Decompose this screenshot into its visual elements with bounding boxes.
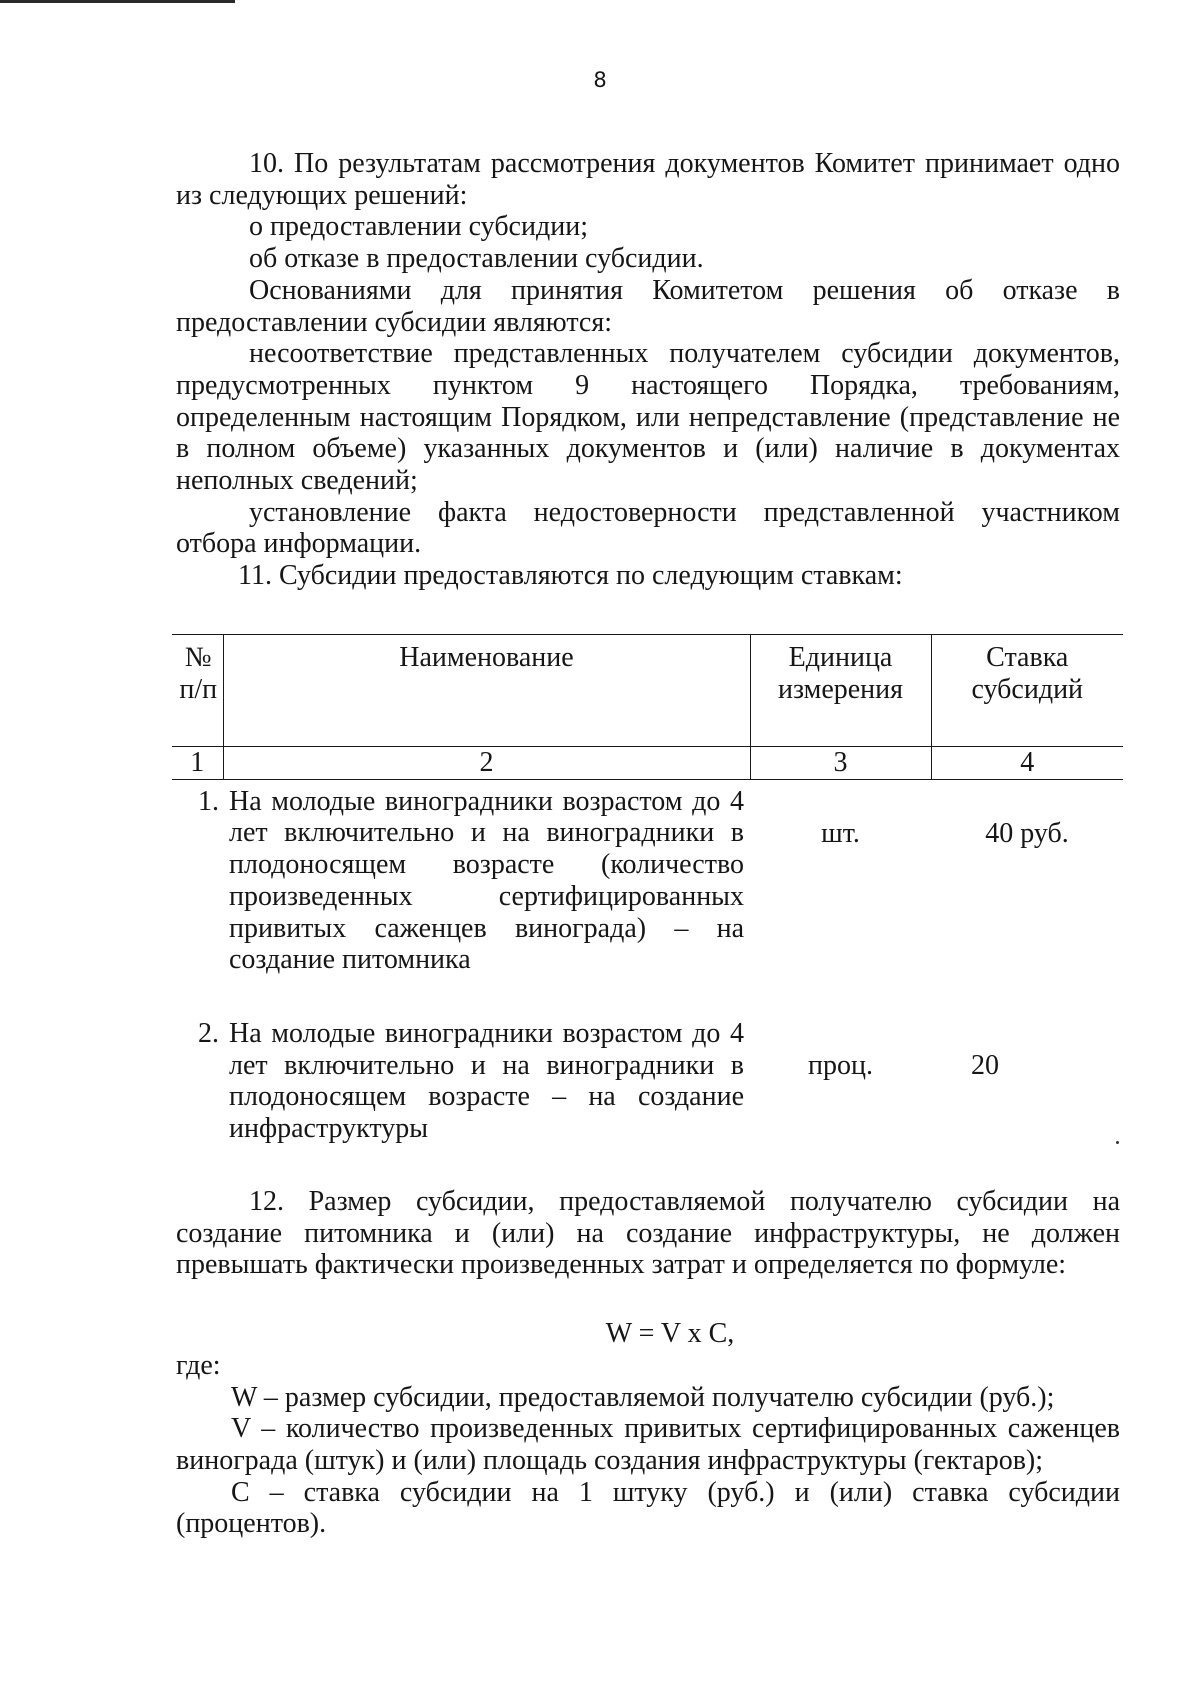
stray-dot-mark [1116, 1141, 1119, 1144]
table-column-index-row [172, 747, 1123, 780]
definition-c: C – ставка субсидии на 1 штуку (руб.) и (или) ставка субсидии (процентов). [176, 1476, 1120, 1540]
header-unit-line2: измерения [777, 673, 904, 705]
row-rate-cell [931, 1014, 1123, 1145]
page-number: 8 [593, 68, 607, 92]
body-text-bottom [176, 1186, 1120, 1540]
decision-option-grant: о предоставлении субсидии; [249, 211, 588, 243]
definition-w: W – размер субсидии, предоставляемой получателю субсидии (руб.); [231, 1381, 1055, 1413]
header-unit [750, 635, 931, 747]
table-header-row [172, 635, 1123, 747]
row-rate: 40 руб. [985, 817, 1069, 849]
column-index-4: 4 [931, 747, 1123, 780]
row-unit: проц. [808, 1049, 873, 1081]
paragraph-11: 11. Субсидии предоставляются по следующим ставкам: [238, 560, 903, 592]
row-unit-cell [750, 1014, 931, 1145]
paragraph-12: 12. Размер субсидии, предоставляемой получателю субсидии на создание питомника и (или) на создание инфраструктуры, не должен превышать фактически произведенных затрат и определяется по формуле: [176, 1186, 1120, 1281]
refusal-ground-2: установление факта недостоверности представленной участником отбора информации. [176, 496, 1120, 560]
scan-edge-mark [0, 0, 235, 3]
subsidy-rates-table [172, 634, 1123, 1145]
header-rate-line2: субсидий [971, 673, 1084, 705]
body-text-top [176, 148, 1120, 592]
formula-where-label: где: [176, 1349, 221, 1381]
column-index-1: 1 [172, 747, 223, 780]
row-rate: 20 [971, 1049, 999, 1081]
column-index-2: 2 [223, 747, 750, 780]
row-name: На молодые виноградники возрастом до 4 лет включительно и на виноградники в плодоносящем возрасте (количество произведенных сертифицированных привитых саженцев винограда) – на создание питомника [229, 785, 744, 976]
header-number-line1: № [184, 642, 212, 673]
header-name: Наименование [223, 635, 750, 747]
table-row [172, 1014, 1123, 1145]
refusal-ground-1: несоответствие представленных получателем субсидии документов, предусмотренных пунктом 9 настоящего Порядка, требованиям, определенным настоящим Порядком, или непредставление (представление не в полном объеме) указанных документов и (или) наличие в документах неполных сведений; [176, 338, 1120, 497]
row-name: На молодые виноградники возрастом до 4 лет включительно и на виноградники в плодоносящем возрасте – на создание инфраструктуры [229, 1017, 744, 1145]
refusal-grounds-intro: Основаниями для принятия Комитетом решения об отказе в предоставлении субсидии являются: [176, 274, 1120, 338]
header-rate-line1: Ставка [986, 642, 1069, 673]
paragraph-10: 10. По результатам рассмотрения документов Комитет принимает одно из следующих решений: [176, 148, 1120, 211]
header-number-line2: п/п [179, 673, 218, 705]
subsidy-formula: W = V x C, [605, 1318, 735, 1350]
header-rate [931, 635, 1123, 747]
row-unit: шт. [821, 817, 860, 849]
header-number [172, 635, 223, 747]
definition-v: V – количество произведенных привитых сертифицированных саженцев винограда (штук) и (или) площадь создания инфраструктуры (гектаров); [176, 1413, 1120, 1476]
header-unit-line1: Единица [788, 642, 893, 673]
row-unit-cell [750, 779, 931, 1014]
row-number: 2. [198, 1017, 219, 1049]
row-number: 1. [198, 785, 219, 817]
table-row [172, 779, 1123, 1014]
row-rate-cell [931, 779, 1123, 1014]
decision-option-refuse: об отказе в предоставлении субсидии. [249, 243, 704, 275]
column-index-3: 3 [750, 747, 931, 780]
